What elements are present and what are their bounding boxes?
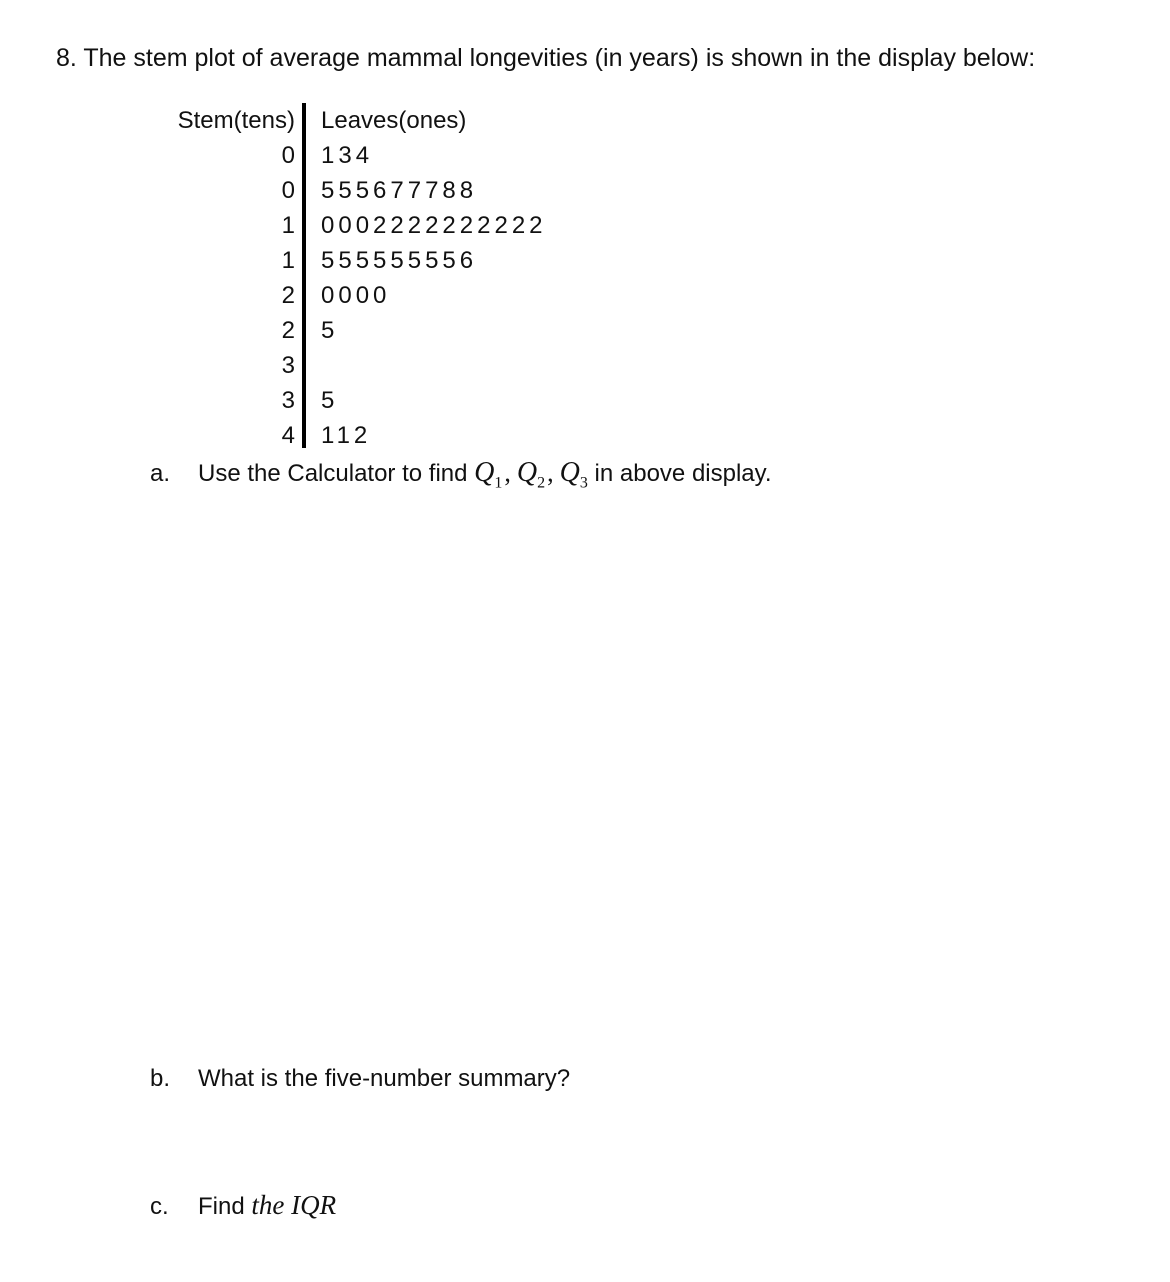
leaves-value: 5 (321, 317, 339, 344)
part-a-letter: a. (150, 460, 171, 487)
stem-value: 2 (281, 317, 295, 344)
leaves-value: 555677788 (321, 177, 478, 204)
stem-plot-row (150, 313, 650, 348)
stem-plot-row (150, 173, 650, 208)
part-c (150, 1190, 336, 1221)
stem-plot-header-row (150, 103, 650, 138)
stem-value: 1 (281, 212, 295, 239)
stem-value: 1 (281, 247, 295, 274)
part-a (150, 457, 772, 493)
stem-plot-row (150, 278, 650, 313)
leaves-value: 0002222222222 (321, 212, 547, 239)
stem-plot-row (150, 208, 650, 243)
part-b-text: What is the five-number summary? (198, 1065, 571, 1092)
stem-plot (150, 100, 650, 452)
leaves-header: Leaves(ones) (321, 107, 467, 134)
part-b-letter: b. (150, 1065, 171, 1092)
q1-symbol: $Q_1$ (474, 457, 503, 492)
stem-plot-row (150, 138, 650, 173)
part-c-letter: c. (150, 1193, 169, 1220)
comma: , (504, 458, 511, 487)
stem-value: 0 (281, 142, 295, 169)
stem-header: Stem(tens) (177, 107, 295, 134)
stem-value: 3 (281, 387, 295, 414)
question-title: 8. The stem plot of average mammal longevities (in years) is shown in the display below: (56, 44, 1036, 72)
leaves-value: 134 (321, 142, 374, 169)
part-b (150, 1065, 570, 1093)
leaves-value: 555555556 (321, 247, 478, 274)
stem-value: 3 (281, 352, 295, 379)
iqr-math: the IQR (251, 1190, 337, 1220)
part-a-text-after: in above display. (594, 460, 772, 487)
comma: , (547, 458, 554, 487)
part-c-text: Find (198, 1193, 245, 1220)
stem-value: 2 (281, 282, 295, 309)
stem-plot-row (150, 383, 650, 418)
stem-plot-row (150, 418, 650, 453)
stem-value: 4 (281, 422, 295, 449)
leaves-value: 0000 (321, 282, 391, 309)
stem-plot-row (150, 348, 650, 383)
stem-value: 0 (281, 177, 295, 204)
part-a-text: Use the Calculator to find (198, 460, 468, 487)
leaves-value: 5 (321, 387, 339, 414)
stem-plot-row (150, 243, 650, 278)
q2-symbol: $Q_2$ (516, 457, 546, 492)
q3-symbol: $Q_3$ (559, 457, 588, 492)
leaves-value: 112 (321, 422, 372, 449)
